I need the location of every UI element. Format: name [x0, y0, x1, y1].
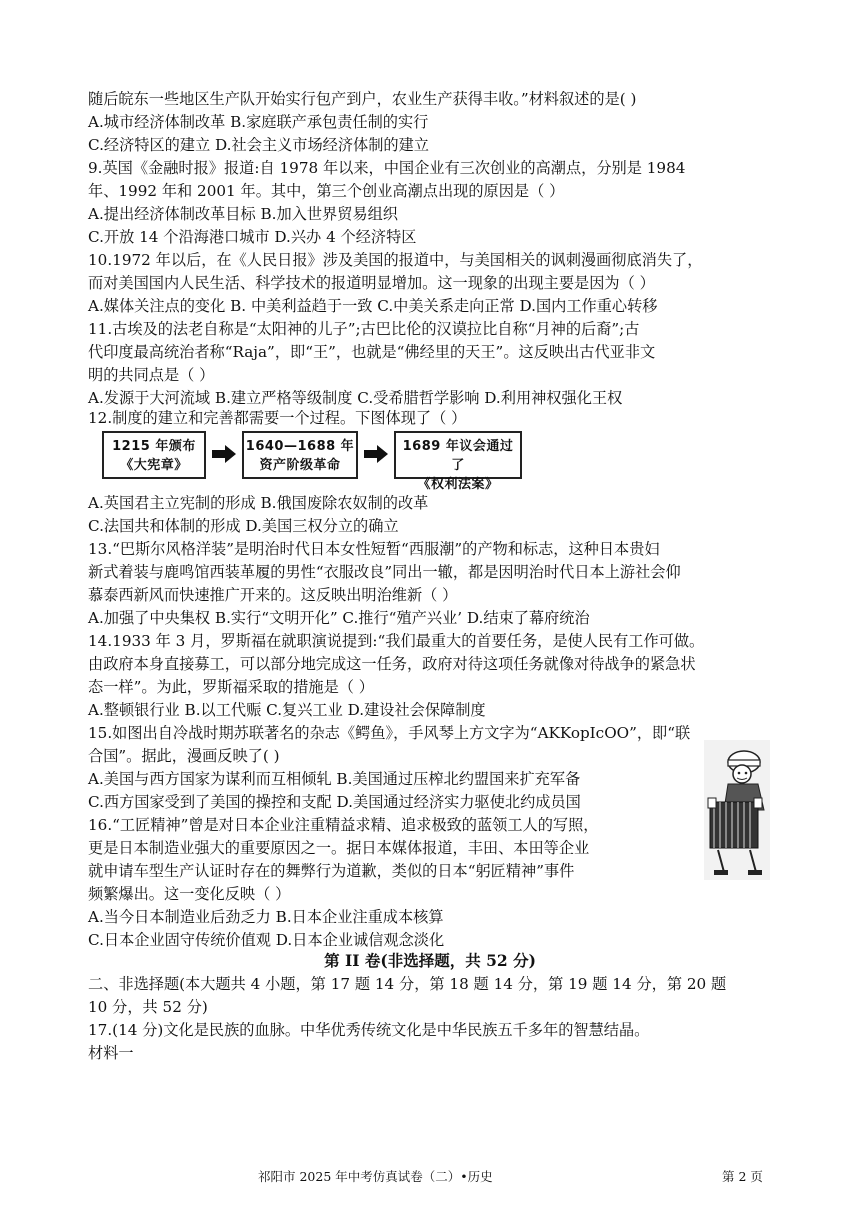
- right-arrow-icon: [212, 445, 236, 463]
- text-line: 随后皖东一些地区生产队开始实行包产到户，农业生产获得丰收。”材料叙述的是( ): [88, 90, 637, 108]
- option-line: A.媒体关注点的变化 B. 中美利益趋于一致 C.中美关系走向正常 D.国内工作重心转移: [88, 297, 658, 315]
- text-line: 年、1992 年和 2001 年。其中，第三个创业高潮点出现的原因是（ ）: [88, 182, 565, 200]
- footer-title: 祁阳市 2025 年中考仿真试卷（二）•历史: [258, 1169, 493, 1184]
- option-line: C.开放 14 个沿海港口城市 D.兴办 4 个经济特区: [88, 228, 417, 246]
- text-line: 合国”。据此，漫画反映了( ): [88, 747, 280, 765]
- text-line: 新式着装与鹿鸣馆西装革履的男性“衣服改良”同出一辙，都是因明治时代日本上游社会仰: [88, 563, 681, 581]
- flow-box-line: 资产阶级革命: [259, 458, 341, 473]
- text-line: 更是日本制造业强大的重要原因之一。据日本媒体报道，丰田、本田等企业: [88, 839, 590, 857]
- question-10: 10.1972 年以后，在《人民日报》涉及美国的报道中，与美国相关的讽刺漫画彻底消失了，: [88, 251, 703, 269]
- right-arrow-icon: [364, 445, 388, 463]
- option-line: C.西方国家受到了美国的操控和支配 D.美国通过经济实力驱使北约成员国: [88, 793, 581, 811]
- text-line: 而对美国国内人民生活、科学技术的报道明显增加。这一现象的出现主要是因为（ ）: [88, 274, 655, 292]
- question-17: 17.(14 分)文化是民族的血脉。中华优秀传统文化是中华民族五千多年的智慧结晶。: [88, 1021, 650, 1039]
- option-line: A.发源于大河流域 B.建立严格等级制度 C.受希腊哲学影响 D.利用神权强化王权: [88, 389, 623, 407]
- question-14: 14.1933 年 3 月，罗斯福在就职演说提到:“我们最重大的首要任务，是使人民有工作可做。: [88, 632, 705, 650]
- text-line: 态一样”。为此，罗斯福采取的措施是（ ）: [88, 678, 374, 696]
- flow-box-magna-carta: [102, 431, 206, 479]
- option-line: A.提出经济体制改革目标 B.加入世界贸易组织: [88, 205, 398, 223]
- flow-box-line: 《大宪章》: [120, 458, 188, 473]
- question-16: 16.“工匠精神”曾是对日本企业注重精益求精、追求极致的蓝领工人的写照，: [88, 816, 599, 834]
- question-12: 12.制度的建立和完善都需要一个过程。下图体现了（ ）: [88, 409, 467, 427]
- option-line: A.整顿银行业 B.以工代赈 C.复兴工业 D.建设社会保障制度: [88, 701, 486, 719]
- option-line: A.加强了中央集权 B.实行“文明开化” C.推行“殖产兴业’ D.结束了幕府统治: [88, 609, 590, 627]
- flow-box-line: 1640—1688 年: [245, 439, 355, 454]
- question-11: 11.古埃及的法老自称是“太阳神的儿子”;古巴比伦的汉谟拉比自称“月神的后裔”;古: [88, 320, 640, 338]
- section-instructions: 二、非选择题(本大题共 4 小题，第 17 题 14 分，第 18 题 14 分，第 19 题 14 分，第 20 题: [88, 975, 727, 993]
- question-13: 13.“巴斯尔风格洋装”是明治时代日本女性短暂“西服潮”的产物和标志，这种日本贵妇: [88, 540, 660, 558]
- flow-box-line: 1689 年议会通过了: [402, 439, 514, 473]
- text-line: 明的共同点是（ ）: [88, 366, 215, 384]
- option-line: C.法国共和体制的形成 D.美国三权分立的确立: [88, 517, 399, 535]
- text-line: 慕泰西新风而快速推广开来的。这反映出明治维新（ ）: [88, 586, 458, 604]
- text-line: 由政府本身直接募工，可以部分地完成这一任务，政府对待这项任务就像对待战争的紧急状: [88, 655, 696, 673]
- option-line: C.经济特区的建立 D.社会主义市场经济体制的建立: [88, 136, 429, 154]
- soviet-cartoon-accordion-icon: [704, 740, 770, 880]
- text-line: 频繁爆出。这一变化反映（ ）: [88, 885, 291, 903]
- question-15: 15.如图出自冷战时期苏联著名的杂志《鳄鱼》，手风琴上方文字为“AKKopIcOO”，即“联: [88, 724, 691, 742]
- question-9: 9.英国《金融时报》报道:自 1978 年以来，中国企业有三次创业的高潮点，分别是 1984: [88, 159, 686, 177]
- option-line: C.日本企业固守传统价值观 D.日本企业诚信观念淡化: [88, 931, 445, 949]
- flow-box-revolution: [242, 431, 358, 479]
- flow-box-line: 《权利法案》: [417, 477, 499, 492]
- material-label: 材料一: [88, 1044, 134, 1062]
- section-title: 第 II 卷(非选择题，共 52 分): [324, 951, 536, 970]
- option-line: A.美国与西方国家为谋利而互相倾轧 B.美国通过压榨北约盟国来扩充军备: [88, 770, 581, 788]
- option-line: A.城市经济体制改革 B.家庭联产承包责任制的实行: [88, 113, 429, 131]
- option-line: A.英国君主立宪制的形成 B.俄国废除农奴制的改革: [88, 494, 429, 512]
- page-number: 第 2 页: [722, 1169, 763, 1184]
- flow-box-bill-of-rights: [394, 431, 522, 492]
- option-line: A.当今日本制造业后劲乏力 B.日本企业注重成本核算: [88, 908, 444, 926]
- text-line: 就申请车型生产认证时存在的舞弊行为道歉，类似的日本“躬匠精神”事件: [88, 862, 575, 880]
- section-instructions: 10 分，共 52 分): [88, 998, 208, 1016]
- text-line: 代印度最高统治者称“Raja”，即“王”，也就是“佛经里的天王”。这反映出古代亚非文: [88, 343, 656, 361]
- flow-box-line: 1215 年颁布: [112, 439, 196, 454]
- timeline-flowchart: [102, 431, 522, 492]
